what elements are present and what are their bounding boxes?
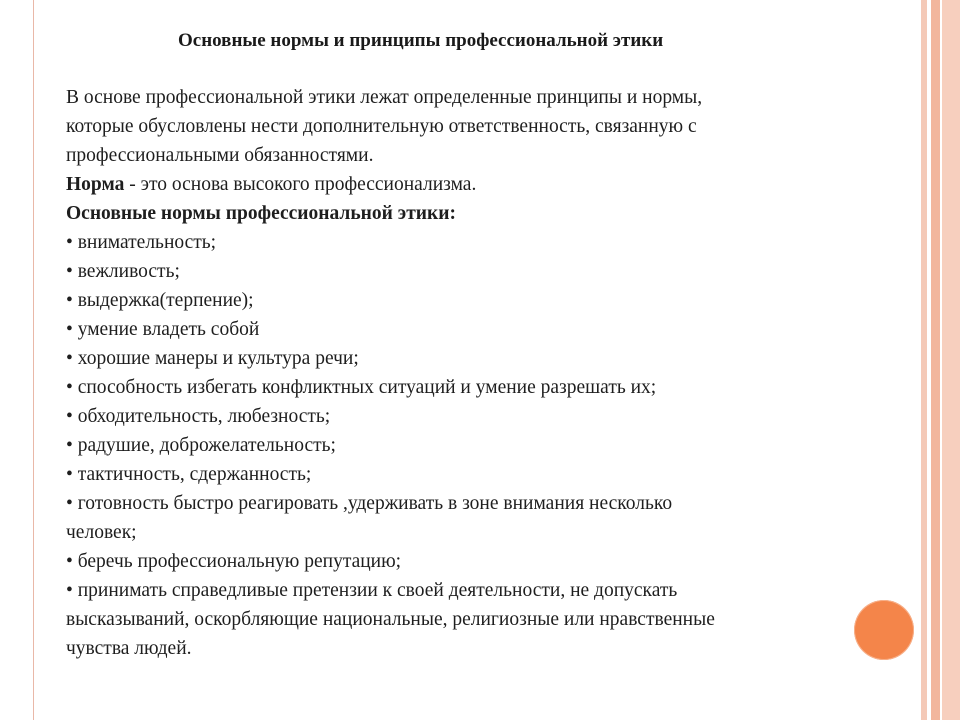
list-item — [66, 547, 866, 576]
list-item-line: • радушие, доброжелательность; — [66, 435, 336, 456]
intro-paragraph — [66, 83, 866, 170]
list-item — [66, 344, 866, 373]
slide-title: Основные нормы и принципы профессиональной этики — [178, 30, 664, 51]
decorative-stripe — [921, 0, 927, 720]
list-item-line: • принимать справедливые претензии к своей деятельности, не допускать — [66, 580, 678, 601]
list-item-line: высказываний, оскорбляющие национальные, религиозные или нравственные — [66, 609, 715, 630]
list-item — [66, 576, 866, 663]
list-item — [66, 460, 866, 489]
list-item-line: • вежливость; — [66, 261, 180, 282]
list-item-line: • готовность быстро реагировать ,удерживать в зоне внимания несколько — [66, 493, 673, 514]
list-heading: Основные нормы профессиональной этики: — [66, 203, 456, 224]
norms-list — [66, 228, 866, 663]
definition-text: - это основа высокого профессионализма. — [124, 174, 477, 195]
decorative-stripe — [942, 0, 960, 720]
list-item-line: • выдержка(терпение); — [66, 290, 254, 311]
list-item-line: • беречь профессиональную репутацию; — [66, 551, 402, 572]
list-item-line: человек; — [66, 522, 137, 543]
intro-line: В основе профессиональной этики лежат определенные принципы и нормы, — [66, 87, 703, 108]
list-item-line: чувства людей. — [66, 638, 192, 659]
list-item-line: • внимательность; — [66, 232, 217, 253]
list-item-line: • тактичность, сдержанность; — [66, 464, 312, 485]
list-item — [66, 373, 866, 402]
list-item — [66, 315, 866, 344]
list-item — [66, 228, 866, 257]
list-item-line: • способность избегать конфликтных ситуаций и умение разрешать их; — [66, 377, 657, 398]
list-item — [66, 257, 866, 286]
list-item — [66, 431, 866, 460]
list-item — [66, 286, 866, 315]
intro-line: которые обусловлены нести дополнительную ответственность, связанную с — [66, 116, 697, 137]
intro-line: профессиональными обязанностями. — [66, 145, 374, 166]
slide-body — [66, 83, 866, 663]
list-item-line: • умение владеть собой — [66, 319, 260, 340]
definition-term: Норма — [66, 174, 125, 195]
list-item — [66, 489, 866, 547]
decorative-circle — [854, 600, 914, 660]
list-item — [66, 402, 866, 431]
decorative-stripe — [931, 0, 940, 720]
list-item-line: • хорошие манеры и культура речи; — [66, 348, 359, 369]
definition-line — [66, 170, 866, 199]
list-item-line: • обходительность, любезность; — [66, 406, 331, 427]
